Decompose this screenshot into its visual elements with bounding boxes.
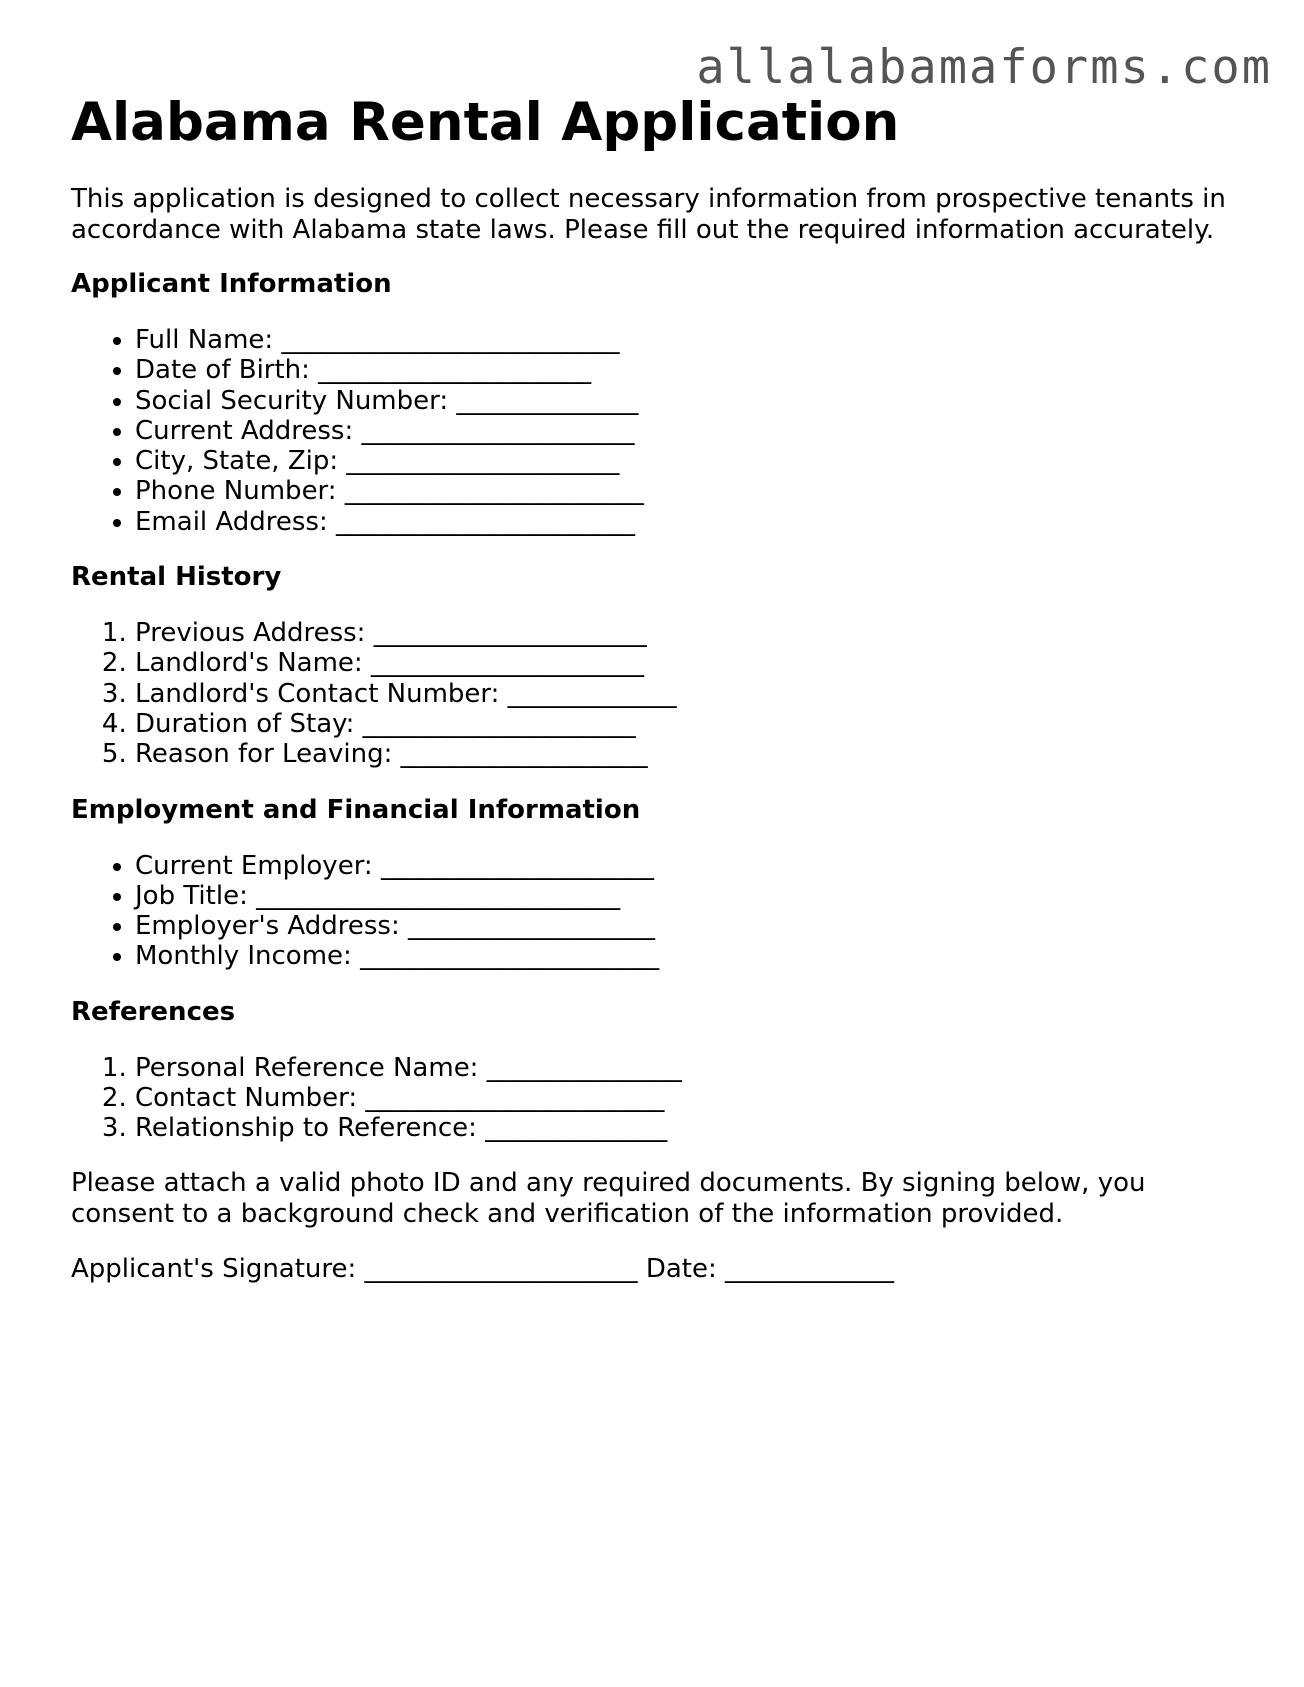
- previous-address-field: 1. Previous Address: _____________________: [135, 618, 1251, 648]
- current-employer-field: • Current Employer: _____________________: [135, 851, 1251, 881]
- references-heading: References: [71, 996, 236, 1027]
- rental-history-list: [71, 618, 1251, 769]
- employment-list: [71, 851, 1251, 972]
- personal-reference-name-field: 1. Personal Reference Name: _______________: [135, 1053, 1251, 1083]
- applicant-information-list: [71, 325, 1251, 537]
- email-address-field: • Email Address: _______________________: [135, 507, 1251, 537]
- ssn-field: • Social Security Number: ______________: [135, 386, 1251, 416]
- reference-relationship-field: 3. Relationship to Reference: ______________: [135, 1113, 1251, 1143]
- city-state-zip-field: • City, State, Zip: _____________________: [135, 446, 1251, 476]
- full-name-field: • Full Name: __________________________: [135, 325, 1251, 355]
- current-address-field: • Current Address: _____________________: [135, 416, 1251, 446]
- rental-history-heading: Rental History: [71, 562, 282, 593]
- watermark-text: allalabamaforms.com: [696, 40, 1272, 95]
- consent-paragraph: Please attach a valid photo ID and any required documents. By signing below, you consent to a background check and verification of the information provided.: [71, 1167, 1146, 1229]
- intro-paragraph: This application is designed to collect necessary information from prospective tenants in accordance with Alabama state laws. Please fill out the required information accurately.: [71, 184, 1226, 245]
- reason-for-leaving-field: 5. Reason for Leaving: ___________________: [135, 739, 1251, 769]
- signature-date-line: Applicant's Signature: _____________________ Date: _____________: [71, 1253, 894, 1284]
- duration-of-stay-field: 4. Duration of Stay: _____________________: [135, 709, 1251, 739]
- document-page: [71, 90, 1251, 1285]
- monthly-income-field: • Monthly Income: _______________________: [135, 941, 1251, 971]
- employment-heading: Employment and Financial Information: [71, 794, 641, 825]
- employer-address-field: • Employer's Address: ___________________: [135, 911, 1251, 941]
- landlord-name-field: 2. Landlord's Name: _____________________: [135, 648, 1251, 678]
- references-list: [71, 1053, 1251, 1144]
- landlord-contact-field: 3. Landlord's Contact Number: _____________: [135, 679, 1251, 709]
- applicant-information-heading: Applicant Information: [71, 269, 392, 299]
- phone-number-field: • Phone Number: _______________________: [135, 476, 1251, 506]
- document-title: Alabama Rental Application: [71, 92, 900, 153]
- job-title-field: • Job Title: ____________________________: [135, 881, 1251, 911]
- date-of-birth-field: • Date of Birth: _____________________: [135, 355, 1251, 385]
- reference-contact-number-field: 2. Contact Number: _______________________: [135, 1083, 1251, 1113]
